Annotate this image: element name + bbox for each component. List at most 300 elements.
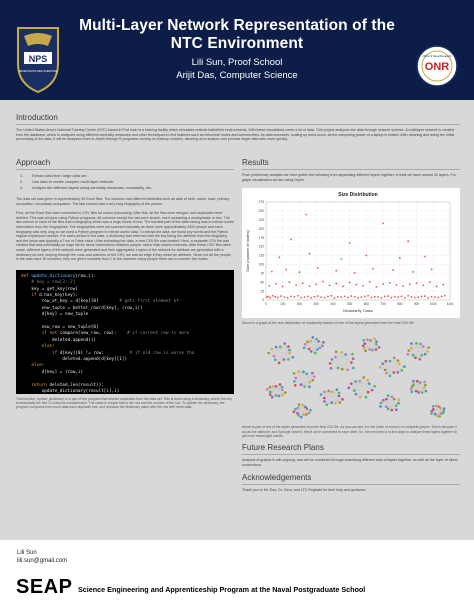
graph-edge xyxy=(349,388,368,392)
graph-node xyxy=(417,392,420,395)
introduction-section xyxy=(16,113,460,142)
x-tick-label: 100 xyxy=(280,302,286,307)
graph-node xyxy=(334,403,337,406)
graph-edge xyxy=(394,358,404,367)
graph-node xyxy=(301,404,304,407)
data-point xyxy=(409,284,411,286)
graph-node xyxy=(419,382,422,385)
data-point xyxy=(372,268,374,270)
graph-node xyxy=(338,392,341,395)
graph-node xyxy=(397,402,400,405)
graph-node xyxy=(427,347,430,350)
size-distribution-chart xyxy=(242,188,460,318)
data-point xyxy=(377,296,379,298)
graph-node xyxy=(266,389,269,392)
graph-node xyxy=(366,379,369,382)
graph-node xyxy=(346,369,349,372)
graph-node xyxy=(432,408,435,411)
graph-node xyxy=(353,390,356,393)
graph-node xyxy=(300,416,303,419)
data-point xyxy=(310,297,312,299)
data-point xyxy=(365,255,367,257)
graph-edge xyxy=(375,339,379,348)
graph-node xyxy=(316,349,319,352)
graph-node xyxy=(339,402,342,405)
graph-edge xyxy=(327,396,339,405)
contact-email: lili.sun@gmail.com xyxy=(17,558,68,564)
graph-node xyxy=(312,337,315,340)
data-point xyxy=(424,295,426,297)
section-divider xyxy=(242,484,460,485)
data-point xyxy=(299,271,301,273)
x-tick-label: 1000 xyxy=(429,302,437,307)
graph-edge xyxy=(294,374,295,386)
data-point xyxy=(387,295,389,297)
graph-node xyxy=(362,345,365,348)
data-point xyxy=(414,297,416,299)
graph-edge xyxy=(324,396,339,398)
graph-node xyxy=(305,373,308,376)
introduction-text: The United States Army's National Training Center (NTC) based in Fort Irwin is a training facility which simulates realistic battlefield environments. With these simulations come a lot of data. This project analyzes the data through network science. A multilayer network is created from the database, which is analyzed using different centrality measures and other techniques to find features such as influential nodes and communities. As data increases, scaling up must occur, as the computing power of a laptop is limited. After cleaning and doing the initial processing of the data, it will be analyzed more in-depth through R programs running on Hadoop clusters, allowing us to analyze and process larger data sets more quickly. xyxy=(16,128,455,142)
code-token: new_tuple = better_row(d[key], (row,i)) xyxy=(21,305,143,311)
section-divider xyxy=(242,454,460,455)
graph-node xyxy=(278,395,281,398)
graph-node xyxy=(272,386,275,389)
introduction-heading: Introduction xyxy=(16,113,58,122)
data-point xyxy=(337,296,339,298)
network-graph-visual xyxy=(242,331,460,423)
data-point xyxy=(322,281,324,283)
graph-node xyxy=(309,381,312,384)
section-divider xyxy=(16,169,234,170)
results-text: From preliminary analysis we have gotten the following from appending different layers together, in total we have around 40 layers. For graph visualization we are using Gephi. xyxy=(242,173,456,182)
graph-edge xyxy=(411,348,425,354)
graph-caption: Above is part of one of the layers generated from the final CSV file. As you can see, it is the union of a bunch of complete graphs. This is because it is just one attribute, and if people share it, they'll all be connected to each other. So, the next step is to find ways to analyze these layers together to get more meaningful results. xyxy=(242,425,457,438)
data-point xyxy=(349,282,351,284)
data-point xyxy=(374,296,376,298)
graph-node xyxy=(378,346,381,349)
graph-node xyxy=(369,339,372,342)
graph-node xyxy=(288,349,291,352)
graph-node xyxy=(364,350,367,353)
graph-node xyxy=(317,340,320,343)
graph-edge xyxy=(337,390,343,400)
graph-node xyxy=(323,391,326,394)
data-point xyxy=(381,297,383,299)
data-point xyxy=(330,295,332,297)
onr-logo xyxy=(412,44,462,88)
data-point xyxy=(436,286,438,288)
data-point xyxy=(424,256,426,258)
graph-node xyxy=(390,409,393,412)
code-token: update_dictionary xyxy=(31,273,76,279)
data-point xyxy=(340,258,342,260)
network-layer-graph xyxy=(242,331,460,423)
graph-node xyxy=(341,398,344,401)
data-point xyxy=(394,296,396,298)
graph-edge xyxy=(324,390,336,398)
graph-edge xyxy=(409,351,422,356)
graph-node xyxy=(425,390,428,393)
data-point xyxy=(376,286,378,288)
data-point xyxy=(382,283,384,285)
code-token: deleted.append(d[key][1]) xyxy=(21,357,128,362)
graph-node xyxy=(311,372,314,375)
graph-node xyxy=(423,387,426,390)
graph-edge xyxy=(354,378,364,391)
graph-node xyxy=(430,413,433,416)
data-point xyxy=(399,257,401,259)
code-token: : xyxy=(52,344,55,350)
graph-node xyxy=(407,353,410,356)
seap-logo-text: SEAP xyxy=(16,576,73,598)
data-point xyxy=(266,296,268,298)
graph-node xyxy=(292,356,295,359)
data-point xyxy=(290,296,292,298)
approach-steps xyxy=(16,173,234,191)
code-line xyxy=(21,389,229,394)
data-point xyxy=(334,297,336,299)
graph-node xyxy=(385,398,388,401)
graph-node xyxy=(365,396,368,399)
graph-cluster xyxy=(293,404,312,419)
data-point xyxy=(277,297,279,299)
graph-edge xyxy=(332,360,351,363)
graph-node xyxy=(269,391,272,394)
nps-seal-logo xyxy=(14,24,62,94)
data-point xyxy=(431,296,433,298)
graph-node xyxy=(303,386,306,389)
data-point xyxy=(324,297,326,299)
section-divider xyxy=(16,124,460,125)
graph-node xyxy=(368,349,371,352)
onr-logo-text: ONR xyxy=(424,61,450,73)
graph-node xyxy=(338,395,341,398)
graph-node xyxy=(306,341,309,344)
graph-node xyxy=(443,410,446,413)
code-token: : xyxy=(41,363,45,369)
graph-node xyxy=(362,339,365,342)
data-point xyxy=(309,285,311,287)
graph-node xyxy=(275,385,278,388)
graph-node xyxy=(330,368,333,371)
data-point xyxy=(417,296,419,298)
graph-node xyxy=(421,392,424,395)
graph-node xyxy=(407,350,410,353)
graph-edge xyxy=(325,390,337,392)
data-point xyxy=(314,296,316,298)
graph-node xyxy=(403,366,406,369)
graph-node xyxy=(337,367,340,370)
graph-edge xyxy=(390,362,394,373)
code-token: compare(new_row, row): xyxy=(59,331,128,337)
approach-heading: Approach xyxy=(16,158,51,167)
data-point xyxy=(300,297,302,299)
data-point xyxy=(342,286,344,288)
graph-node xyxy=(303,347,306,350)
data-point xyxy=(302,283,304,285)
data-point xyxy=(437,297,439,299)
graph-cluster xyxy=(303,337,325,355)
data-point xyxy=(354,296,356,298)
data-point xyxy=(280,295,282,297)
approach-step: 1. Extract data from large data set. xyxy=(20,173,88,178)
graph-edge xyxy=(269,353,280,363)
graph-edge xyxy=(297,406,302,414)
graph-node xyxy=(355,393,358,396)
data-point xyxy=(282,286,284,288)
graph-node xyxy=(309,409,312,412)
graph-node xyxy=(350,383,353,386)
y-tick-label: 0 xyxy=(262,298,264,303)
y-tick-label: 175 xyxy=(258,236,264,241)
data-point xyxy=(309,253,311,255)
graph-node xyxy=(398,399,401,402)
graph-node xyxy=(395,409,398,412)
graph-node xyxy=(427,351,430,354)
graph-node xyxy=(424,384,427,387)
data-point xyxy=(347,297,349,299)
graph-edge xyxy=(330,359,353,364)
graph-node xyxy=(384,369,387,372)
data-point xyxy=(407,295,409,297)
graph-node xyxy=(296,412,299,415)
y-tick-label: 225 xyxy=(258,218,264,223)
x-tick-label: 500 xyxy=(346,302,353,307)
graph-node xyxy=(304,343,307,346)
code-token: d[key][0] != row: xyxy=(59,350,130,356)
graph-node xyxy=(311,379,314,382)
graph-node xyxy=(387,408,390,411)
graph-node xyxy=(379,406,382,409)
graph-cluster xyxy=(320,389,344,407)
data-point xyxy=(289,281,291,283)
graph-node xyxy=(326,404,329,407)
x-tick-label: 1100 xyxy=(446,302,454,307)
graph-node xyxy=(439,413,442,416)
data-point xyxy=(304,296,306,298)
graph-node xyxy=(323,397,326,400)
graph-node xyxy=(344,354,347,357)
graph-edge xyxy=(388,397,392,409)
data-point xyxy=(412,271,414,273)
x-tick-label: 400 xyxy=(330,302,336,307)
graph-node xyxy=(358,380,361,383)
graph-node xyxy=(393,398,396,401)
y-tick-label: 25 xyxy=(260,289,264,294)
graph-cluster xyxy=(430,405,445,418)
data-point xyxy=(370,297,372,299)
graph-node xyxy=(275,346,278,349)
graph-node xyxy=(319,347,322,350)
graph-node xyxy=(293,380,296,383)
code-token: (row,i): xyxy=(75,273,97,279)
contact-name: Lili Sun xyxy=(17,550,37,556)
results-heading: Results xyxy=(242,158,269,167)
graph-node xyxy=(418,358,421,361)
graph-node xyxy=(329,363,332,366)
code-token: else xyxy=(21,344,53,350)
graph-edge xyxy=(272,349,284,359)
data-point xyxy=(272,295,274,297)
graph-node xyxy=(371,389,374,392)
graph-node xyxy=(271,396,274,399)
chart-title: Size Distribution xyxy=(338,192,378,199)
size-distribution-svg xyxy=(242,188,460,318)
graph-node xyxy=(281,389,284,392)
graph-node xyxy=(331,359,334,362)
graph-node xyxy=(283,359,286,362)
data-point xyxy=(285,269,287,271)
graph-node xyxy=(397,360,400,363)
graph-node xyxy=(335,351,338,354)
data-point xyxy=(278,257,280,259)
data-point xyxy=(427,297,429,299)
graph-node xyxy=(393,372,396,375)
data-point xyxy=(284,296,286,298)
data-point xyxy=(441,296,443,298)
data-point xyxy=(402,285,404,287)
graph-node xyxy=(278,362,281,365)
x-tick-label: 0 xyxy=(265,302,267,307)
graph-node xyxy=(304,406,307,409)
graph-node xyxy=(411,386,414,389)
y-tick-label: 275 xyxy=(258,200,264,205)
graph-node xyxy=(321,345,324,348)
graph-cluster xyxy=(329,351,355,372)
code-token: # if current row is more xyxy=(127,331,190,337)
graph-edge xyxy=(324,400,342,402)
data-point xyxy=(290,239,292,241)
code-token: return xyxy=(21,382,50,388)
graph-edge xyxy=(385,362,386,371)
graph-node xyxy=(387,395,390,398)
graph-edge xyxy=(413,344,416,356)
graph-node xyxy=(363,347,366,350)
data-point xyxy=(442,284,444,286)
graph-node xyxy=(330,402,333,405)
graph-node xyxy=(379,367,382,370)
graph-edge xyxy=(411,344,421,356)
graph-node xyxy=(275,395,278,398)
data-point xyxy=(429,281,431,283)
graph-cluster xyxy=(267,343,294,365)
graph-node xyxy=(410,347,413,350)
graph-node xyxy=(362,377,365,380)
graph-node xyxy=(305,414,308,417)
graph-node xyxy=(273,355,276,358)
chart-caption: Above is a graph of the size distribution of modularity classes of one of the layers generated from the final CSV file. xyxy=(242,321,415,326)
code-token: key = get_key(row) xyxy=(21,286,78,292)
graph-node xyxy=(434,413,437,416)
code-token: d[key] = new_tuple xyxy=(21,312,89,318)
graph-node xyxy=(400,370,403,373)
graph-node xyxy=(375,341,378,344)
data-point xyxy=(317,295,319,297)
graph-cluster xyxy=(410,380,428,394)
data-point xyxy=(360,296,362,298)
code-token: if not xyxy=(21,331,60,337)
data-point xyxy=(287,297,289,299)
data-point xyxy=(397,296,399,298)
graph-node xyxy=(269,386,272,389)
graph-node xyxy=(375,349,378,352)
data-point xyxy=(396,284,398,286)
data-point xyxy=(362,285,364,287)
approach-step: 2. Use data to create complex multi-layer network. xyxy=(20,179,115,184)
seap-program-name: Science Engineering and Apprenticeship Program at the Naval Postgraduate School xyxy=(78,585,366,594)
graph-node xyxy=(308,386,311,389)
data-point xyxy=(392,269,394,271)
x-tick-label: 200 xyxy=(296,302,303,307)
graph-node xyxy=(293,411,296,414)
graph-node xyxy=(298,371,301,374)
graph-edge xyxy=(295,386,309,388)
code-token: deleted,len(result)): xyxy=(49,382,104,388)
data-point xyxy=(269,297,271,299)
left-column xyxy=(16,158,234,410)
graph-node xyxy=(302,371,305,374)
graph-node xyxy=(380,402,383,405)
author-block xyxy=(70,56,404,82)
data-point xyxy=(434,296,436,298)
graph-node xyxy=(416,380,419,383)
graph-node xyxy=(354,381,357,384)
graph-node xyxy=(351,353,354,356)
acknowledgements-text: Thank you to Mr. Das, Dr. Gera, and LTC Roginski for their help and guidance. xyxy=(242,488,367,493)
graph-node xyxy=(281,394,284,397)
data-point xyxy=(271,271,273,273)
graph-node xyxy=(352,358,355,361)
graph-cluster xyxy=(362,338,380,353)
poster-title: Multi-Layer Network Representation of the NTC Environment xyxy=(79,17,395,52)
graph-edge xyxy=(275,347,280,360)
graph-node xyxy=(308,412,311,415)
graph-node xyxy=(391,396,394,399)
graph-node xyxy=(320,394,323,397)
data-point xyxy=(268,296,270,298)
data-point xyxy=(294,296,296,298)
graph-node xyxy=(287,346,290,349)
poster-footer xyxy=(0,540,474,609)
data-point xyxy=(305,214,307,216)
data-point xyxy=(354,272,356,274)
graph-node xyxy=(287,359,290,362)
poster-header xyxy=(0,0,474,100)
author-1: Lili Sun, Proof School xyxy=(191,57,283,68)
approach-paragraph-2: First, all the Excel files were converted to CSV files for easier processing. After this, all the files were merged, and duplicates were deleted. This was all done using Python programs. All columns except the last were simple, each containing a word/phrase or two. The last column in each of the files was a biography which was a huge chunk of text. The hardest part of the data mining was to extract useful information from the biographies. The biographies were not scanned manually as there were approximately 3000 people and each biography was very long so we used a Python program to extract useful data. To extract the data, we found key words and the Python regular expression module. For each person in the data, a dictionary was returned with the key being the attribute from the biography and the value was typically a True or False value. After extracting the data, a new CSV file was created. Next, a separate CSV file was created that was essentially an edge list for direct connections between people, rather than shared interests. After these CSV files were made, different layers of the network were generated and then aggregated. Layers of the network for attribute are generated with a dictionary as well, looping through the rows and columns of the CSV, we add an edge if they share an attribute. Since not all the people in the data have ID numbers, they are given numbers from 1 to the however many people there are to number the nodes. xyxy=(16,211,234,262)
code-token: # if old row is worse tha xyxy=(129,350,195,356)
graph-node xyxy=(410,388,413,391)
graph-node xyxy=(385,372,388,375)
code-token: # key = row[3:-2] xyxy=(21,280,76,286)
graph-node xyxy=(389,360,392,363)
x-tick-label: 600 xyxy=(363,302,370,307)
graph-node xyxy=(315,338,318,341)
graph-node xyxy=(294,408,297,411)
data-point xyxy=(335,283,337,285)
code-token: if xyxy=(21,292,40,298)
graph-node xyxy=(423,381,426,384)
data-point xyxy=(295,284,297,286)
data-point xyxy=(407,240,409,242)
data-point xyxy=(297,295,299,297)
graph-node xyxy=(432,405,435,408)
y-tick-label: 125 xyxy=(258,253,264,258)
data-point xyxy=(344,296,346,298)
graph-node xyxy=(398,363,401,366)
code-token: new_row = new_tuple[0] xyxy=(21,324,99,330)
